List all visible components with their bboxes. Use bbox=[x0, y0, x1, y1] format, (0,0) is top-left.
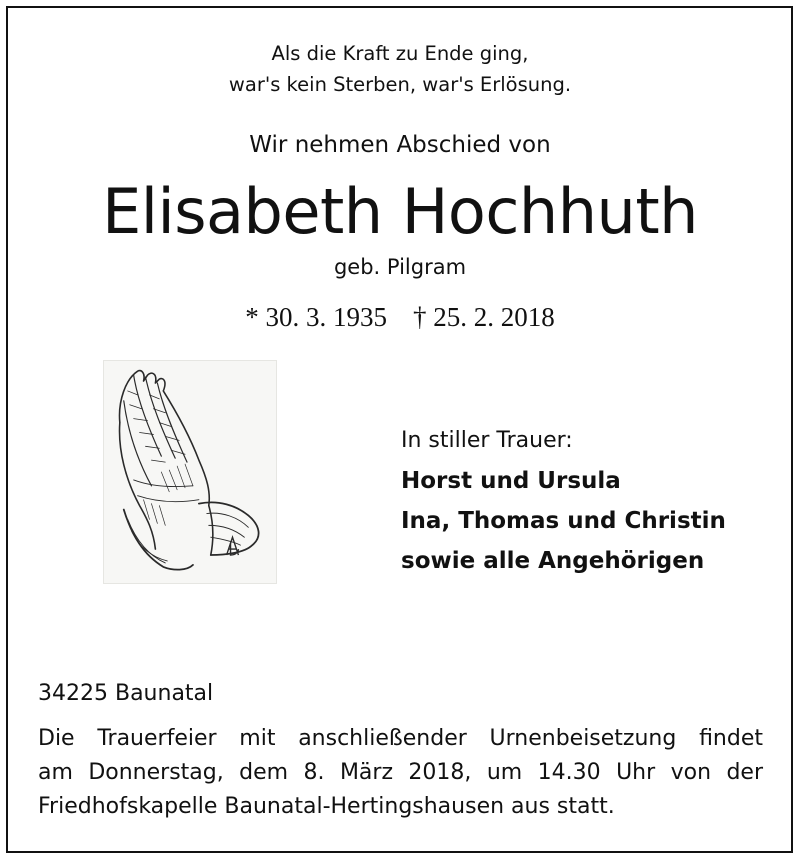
motto-line-2: war's kein Sterben, war's Erlösung. bbox=[228, 73, 572, 96]
mourner-line-1: Horst und Ursula bbox=[401, 468, 621, 494]
maiden-name: geb. Pilgram bbox=[333, 255, 467, 279]
service-paragraph bbox=[38, 722, 763, 824]
praying-hands-image bbox=[103, 360, 277, 584]
motto-verse bbox=[0, 38, 800, 100]
mourners-block bbox=[401, 425, 726, 581]
birth-date: * 30. 3. 1935 bbox=[245, 302, 387, 332]
praying-hands-icon bbox=[104, 361, 276, 583]
mourning-lead: In stiller Trauer: bbox=[401, 428, 573, 453]
service-line-1: Die Trauerfeier mit anschließender Urnenbeisetzung findet bbox=[38, 726, 763, 751]
place-line: 34225 Baunatal bbox=[38, 681, 214, 706]
life-dates bbox=[0, 300, 800, 334]
deceased-name: Elisabeth Hochhuth bbox=[102, 175, 698, 248]
farewell-intro: Wir nehmen Abschied von bbox=[249, 132, 551, 158]
mourner-line-3: sowie alle Angehörigen bbox=[401, 548, 705, 574]
motto-line-1: Als die Kraft zu Ende ging, bbox=[271, 42, 529, 65]
service-line-3: Friedhofskapelle Baunatal-Hertingshausen aus statt. bbox=[38, 794, 615, 819]
death-date: † 25. 2. 2018 bbox=[413, 302, 555, 332]
monogram-icon bbox=[227, 537, 239, 555]
service-line-2: am Donnerstag, dem 8. März 2018, um 14.30 Uhr von der bbox=[38, 760, 763, 785]
mourner-line-2: Ina, Thomas und Christin bbox=[401, 508, 726, 534]
